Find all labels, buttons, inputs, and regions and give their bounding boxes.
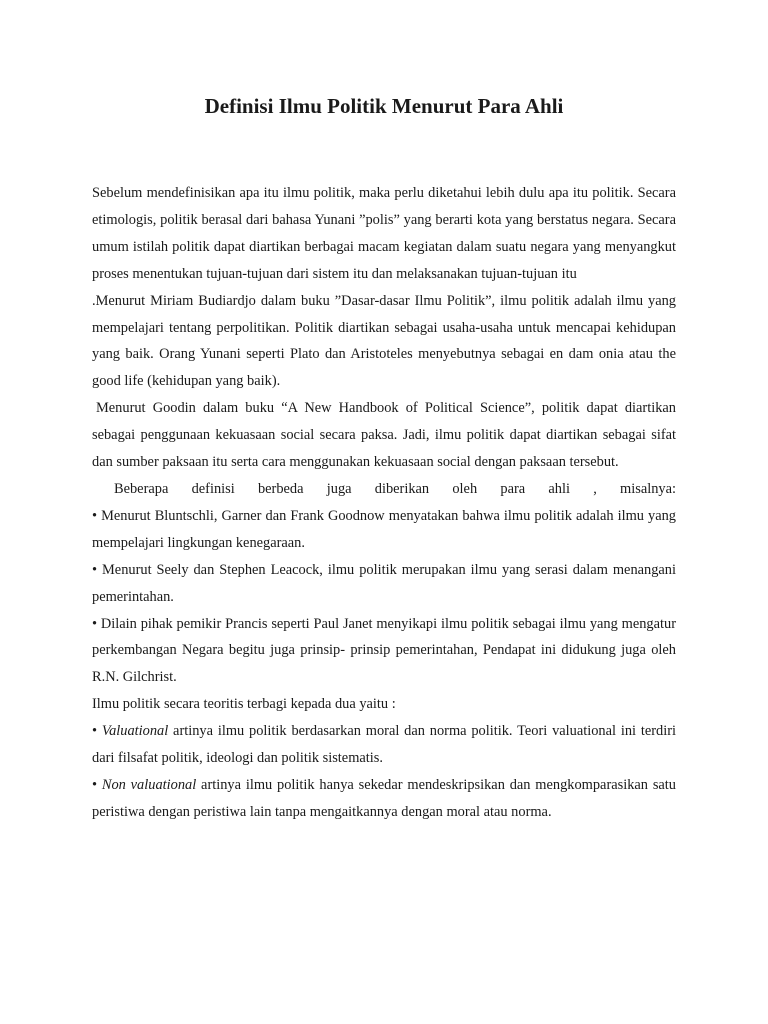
paragraph-intro: Sebelum mendefinisikan apa itu ilmu politik, maka perlu diketahui lebih dulu apa itu politik. Secara etimologis, politik berasal dari bahasa Yunani ”polis” yang berarti kota yang berstatus negara. Secara umum istilah politik dapat diartikan berbagai macam kegiatan dalam suatu negara yang menyangkut proses menentukan tujuan-tujuan dari sistem itu dan melaksanakan tujuan-tujuan itu bbox=[92, 185, 676, 282]
list-item-bluntschli: • Menurut Bluntschli, Garner dan Frank Goodnow menyatakan bahwa ilmu politik adalah ilmu yang mempelajari lingkungan kenegaraan. bbox=[92, 507, 676, 551]
list-item-janet: • Dilain pihak pemikir Prancis seperti Paul Janet menyikapi ilmu politik sebagai ilmu yang mengatur perkembangan Negara begitu juga prinsip- prinsip pemerintahan, Pendapat ini didukung juga oleh R.N. Gilchrist. bbox=[92, 615, 676, 686]
document-body bbox=[92, 180, 676, 826]
list-item-non-valuational bbox=[92, 772, 676, 826]
list-item-seely: • Menurut Seely dan Stephen Leacock, ilmu politik merupakan ilmu yang serasi dalam menangani pemerintahan. bbox=[92, 561, 676, 605]
list-item-valuational bbox=[92, 718, 676, 772]
bullet-marker: • bbox=[92, 723, 102, 740]
paragraph-budiardjo: .Menurut Miriam Budiardjo dalam buku ”Dasar-dasar Ilmu Politik”, ilmu politik adalah ilmu yang mempelajari tentang perpolitikan. Politik diartikan sebagai usaha-usaha untuk mencapai kehidupan yang baik. Orang Yunani seperti Plato dan Aristoteles menyebutnya sebagai en dam onia atau the good life (kehidupan yang baik). bbox=[92, 292, 676, 390]
paragraph-definitions-intro: Beberapa definisi berbeda juga diberikan oleh para ahli , misalnya: bbox=[114, 480, 676, 497]
paragraph-goodin: Menurut Goodin dalam buku “A New Handbook of Political Science”, politik dapat diartikan sebagai penggunaan kekuasaan social secara paksa. Jadi, ilmu politik dapat diartikan sebagai sifat dan sumber paksaan itu serta cara menggunakan kekuasaan social dengan paksaan tersebut. bbox=[92, 400, 676, 471]
term-non-valuational: Non valuational bbox=[101, 776, 197, 793]
paragraph-theory-split: Ilmu politik secara teoritis terbagi kepada dua yaitu : bbox=[92, 696, 396, 713]
non-valuational-description: artinya ilmu politik hanya sekedar mendeskripsikan dan mengkomparasikan satu peristiwa dengan peristiwa lain tanpa mengaitkannya dengan moral atau norma. bbox=[92, 776, 676, 820]
bullet-marker: • bbox=[92, 776, 102, 793]
term-valuational: Valuational bbox=[101, 723, 169, 740]
valuational-description: artinya ilmu politik berdasarkan moral dan norma politik. Teori valuational ini terdiri dari filsafat politik, ideologi dan politik sistematis. bbox=[92, 723, 677, 767]
document-title: Definisi Ilmu Politik Menurut Para Ahli bbox=[204, 94, 564, 118]
